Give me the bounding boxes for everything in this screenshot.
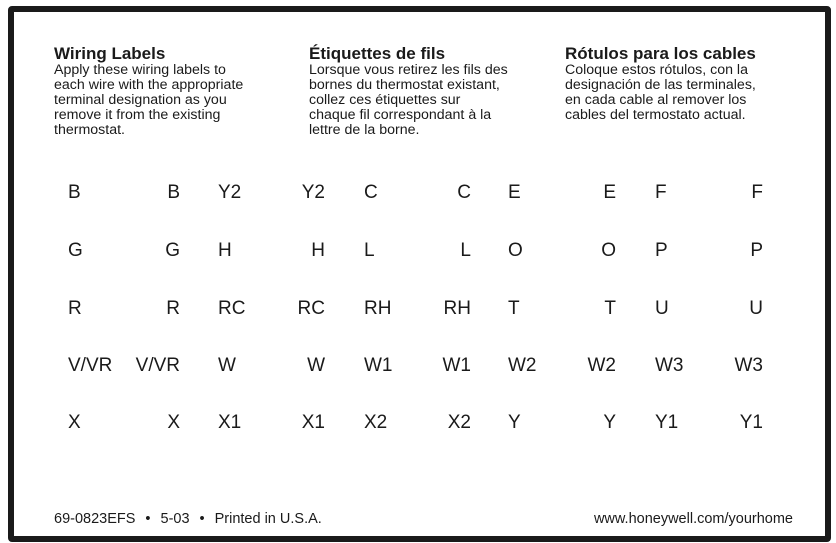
label-row [14,411,825,435]
website-url: www.honeywell.com/yourhome [593,511,793,527]
wire-label: O [508,240,523,261]
wire-label: B [68,182,81,203]
wire-label: V/VR [135,355,180,376]
wire-label: W2 [587,355,616,376]
spanish-title: Rótulos para los cables [565,44,756,63]
label-row [14,354,825,378]
wire-label: W3 [655,355,684,376]
wire-label: X1 [218,412,242,433]
english-title: Wiring Labels [54,44,166,63]
wire-label: L [364,240,375,261]
wire-label: F [751,182,763,203]
wire-label: F [655,182,667,203]
wire-label: Y1 [655,412,679,433]
label-row [14,239,825,263]
wire-label: Y2 [301,182,325,203]
wire-label: U [749,298,763,319]
wire-label: Y [508,412,521,433]
wire-label: H [218,240,232,261]
wire-label: Y2 [218,182,242,203]
label-row [14,181,825,205]
print-date: 5-03 [160,511,190,527]
spanish-instructions [565,44,805,123]
bullet-separator: • [145,511,151,527]
wire-label: RC [218,298,246,319]
wire-label: E [603,182,616,203]
wire-label: H [311,240,325,261]
wire-label: RH [364,298,392,319]
wire-label: RH [443,298,471,319]
wire-label: W [218,355,236,376]
wire-label: Y [603,412,616,433]
wire-label: X1 [301,412,325,433]
english-body: Apply these wiring labels to each wire with the appropriate terminal designation as you remove it from the existing thermostat. [54,62,244,138]
wire-label: X [167,412,180,433]
wire-label: R [166,298,180,319]
wire-label: V/VR [68,355,113,376]
wiring-label-card [8,6,831,542]
wire-label: W1 [364,355,393,376]
wire-label: X [68,412,81,433]
wire-label: T [604,298,616,319]
wire-label: O [601,240,616,261]
wire-label: T [508,298,520,319]
wire-label: Y1 [739,412,763,433]
wire-label: W3 [734,355,763,376]
footer-print-info [54,510,322,528]
wire-label: G [68,240,83,261]
wire-label: B [167,182,180,203]
french-instructions [309,44,549,138]
wire-label: W1 [442,355,471,376]
wire-label: G [165,240,180,261]
wire-label: U [655,298,669,319]
wire-label: X2 [447,412,471,433]
wire-label: E [508,182,521,203]
english-instructions [54,44,294,138]
wire-label: RC [297,298,325,319]
spanish-body: Coloque estos rótulos, con la designación de las terminales, en cada cable al remover los cables del termostato actual. [565,62,756,123]
french-body: Lorsque vous retirez les fils des bornes du thermostat existant, collez ces étiquettes sur chaque fil correspondant à la lettre de la borne. [309,62,508,138]
bullet-separator: • [199,511,205,527]
printed-in: Printed in U.S.A. [214,511,322,527]
wire-label: C [457,182,471,203]
wire-label: P [655,240,668,261]
wire-label: P [750,240,763,261]
wire-label: R [68,298,82,319]
part-number: 69-0823EFS [54,511,136,527]
wire-label: W2 [508,355,537,376]
wire-label: X2 [364,412,388,433]
label-row [14,297,825,321]
wire-label: L [460,240,471,261]
wire-label: C [364,182,378,203]
wire-label: W [307,355,325,376]
french-title: Étiquettes de fils [309,44,446,63]
